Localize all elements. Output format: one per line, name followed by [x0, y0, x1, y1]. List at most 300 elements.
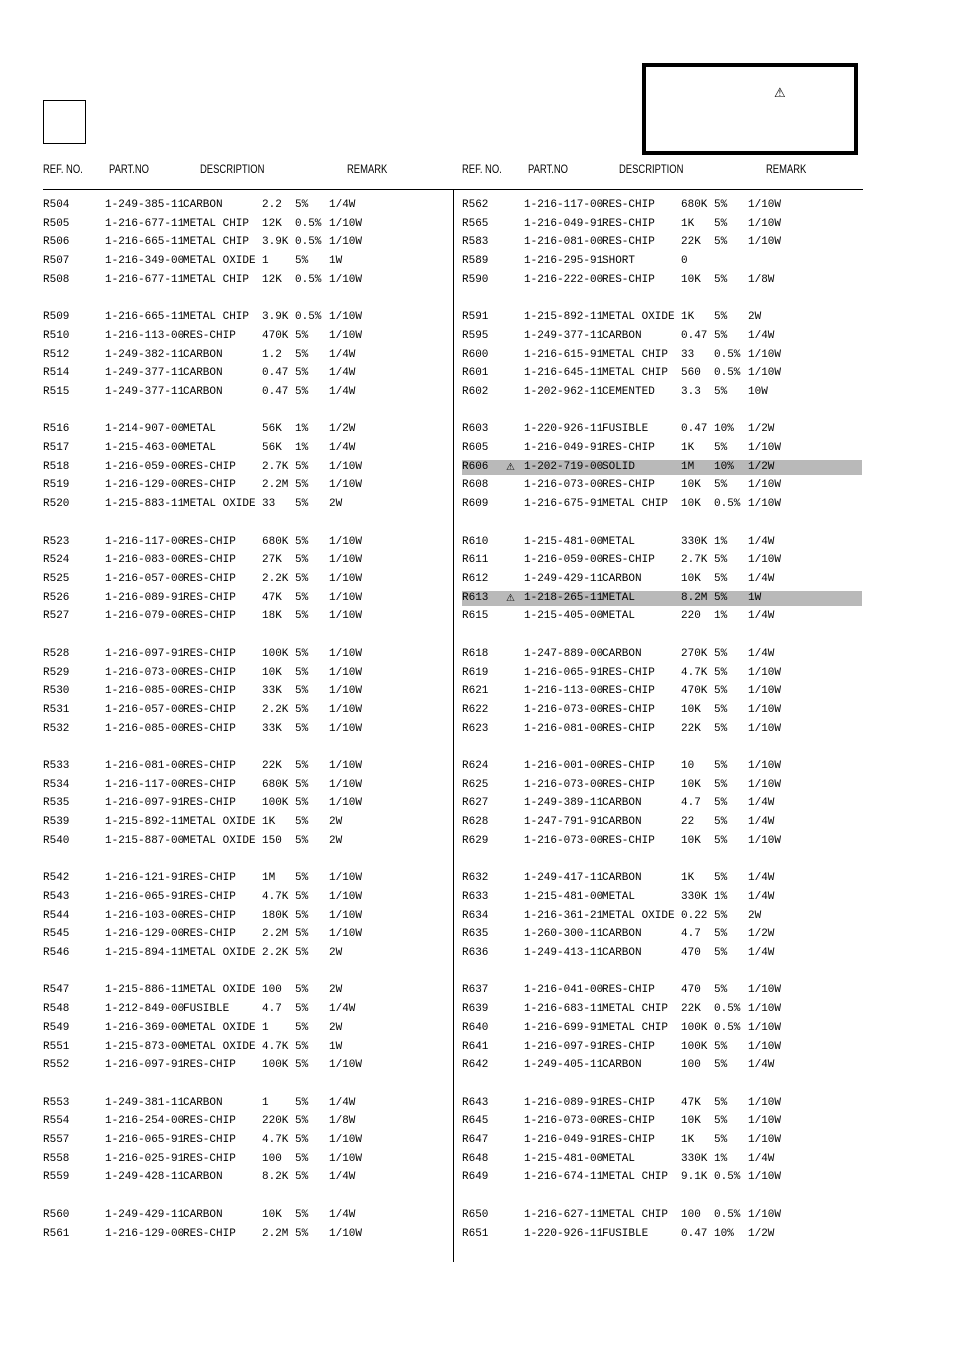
value: 100K — [262, 797, 289, 809]
rating: 1/2W — [748, 1228, 775, 1240]
rating: 1/4W — [329, 367, 356, 379]
tolerance: 5% — [714, 984, 728, 996]
table-row — [43, 217, 423, 232]
rating: 1W — [329, 255, 343, 267]
description: CARBON — [183, 386, 223, 398]
value: 22K — [681, 723, 701, 735]
ref-no: R610 — [462, 536, 489, 548]
table-row — [43, 983, 423, 998]
rating: 1/10W — [329, 610, 363, 622]
part-no: 1-216-674-11 — [524, 1171, 604, 1183]
part-no: 1-216-117-00 — [105, 779, 185, 791]
part-no: 1-216-665-11 — [105, 236, 185, 248]
part-no: 1-249-382-11 — [105, 349, 185, 361]
value: 56K — [262, 442, 282, 454]
tolerance: 5% — [714, 648, 728, 660]
description: METAL — [183, 442, 217, 454]
ref-no: R518 — [43, 461, 70, 473]
tolerance: 5% — [295, 1003, 309, 1015]
part-no: 1-216-222-00 — [524, 274, 604, 286]
description: CARBON — [183, 1209, 223, 1221]
rating: 1/10W — [329, 1228, 363, 1240]
part-no: 1-216-081-00 — [524, 236, 604, 248]
ref-no: R636 — [462, 947, 489, 959]
description: METAL CHIP — [602, 1171, 669, 1183]
part-no: 1-216-097-91 — [105, 648, 185, 660]
description: METAL OXIDE — [183, 1022, 256, 1034]
description: RES-CHIP — [183, 910, 236, 922]
table-row — [462, 927, 862, 942]
part-no: 1-247-889-00 — [524, 648, 604, 660]
tolerance: 5% — [714, 554, 728, 566]
safety-mark-icon: ⚠ — [506, 462, 515, 473]
description: CARBON — [183, 367, 223, 379]
ref-no: R509 — [43, 311, 70, 323]
part-no: 1-249-429-11 — [524, 573, 604, 585]
tolerance: 5% — [295, 199, 309, 211]
ref-no: R546 — [43, 947, 70, 959]
rating: 1/10W — [329, 872, 363, 884]
value: 100 — [262, 984, 282, 996]
description: RES-CHIP — [602, 442, 655, 454]
part-no: 1-216-677-11 — [105, 218, 185, 230]
rating: 1/4W — [748, 797, 775, 809]
table-row — [43, 572, 423, 587]
table-row — [462, 703, 862, 718]
header-part-no: PART.NO — [109, 164, 150, 176]
rating: 1/10W — [748, 349, 782, 361]
description: RES-CHIP — [183, 797, 236, 809]
header-ref-no: REF. NO. — [462, 164, 502, 176]
table-row — [43, 1133, 423, 1148]
ref-no: R640 — [462, 1022, 489, 1034]
ref-no: R611 — [462, 554, 489, 566]
description: CARBON — [183, 199, 223, 211]
part-no: 1-216-073-00 — [524, 479, 604, 491]
ref-no: R548 — [43, 1003, 70, 1015]
tolerance: 5% — [714, 274, 728, 286]
part-no: 1-216-059-00 — [105, 461, 185, 473]
tolerance: 5% — [295, 536, 309, 548]
part-no: 1-249-377-11 — [105, 367, 185, 379]
ref-no: R618 — [462, 648, 489, 660]
ref-no: R606 — [462, 461, 489, 473]
description: CARBON — [183, 349, 223, 361]
part-no: 1-249-377-11 — [105, 386, 185, 398]
table-row — [462, 1227, 862, 1242]
description: CARBON — [602, 648, 642, 660]
part-no: 1-215-405-00 — [524, 610, 604, 622]
description: RES-CHIP — [183, 648, 236, 660]
tolerance: 5% — [295, 1209, 309, 1221]
ref-no: R507 — [43, 255, 70, 267]
table-row — [462, 478, 862, 493]
tolerance: 0.5% — [714, 349, 741, 361]
tolerance: 5% — [295, 1153, 309, 1165]
description: METAL — [602, 891, 636, 903]
ref-no: R517 — [43, 442, 70, 454]
tolerance: 5% — [295, 573, 309, 585]
ref-no: R628 — [462, 816, 489, 828]
part-no: 1-216-677-11 — [105, 274, 185, 286]
table-row — [462, 310, 862, 325]
value: 12K — [262, 218, 282, 230]
description: METAL OXIDE — [183, 255, 256, 267]
part-no: 1-216-361-21 — [524, 910, 604, 922]
value: 10K — [681, 779, 701, 791]
part-no: 1-216-129-00 — [105, 928, 185, 940]
tolerance: 0.5% — [714, 1171, 741, 1183]
ref-no: R609 — [462, 498, 489, 510]
description: CEMENTED — [602, 386, 655, 398]
rating: 1/4W — [748, 872, 775, 884]
description: RES-CHIP — [183, 779, 236, 791]
table-row — [462, 778, 862, 793]
value: 100K — [262, 1059, 289, 1071]
rating: 1/4W — [748, 816, 775, 828]
part-no: 1-218-265-11 — [524, 592, 604, 604]
rating: 1/4W — [748, 947, 775, 959]
table-row — [43, 834, 423, 849]
tolerance: 5% — [295, 779, 309, 791]
value: 680K — [262, 536, 289, 548]
ref-no: R508 — [43, 274, 70, 286]
tolerance: 5% — [714, 218, 728, 230]
description: RES-CHIP — [183, 461, 236, 473]
rating: 1/4W — [748, 891, 775, 903]
description: CARBON — [183, 1171, 223, 1183]
tolerance: 5% — [295, 928, 309, 940]
tolerance: 5% — [714, 779, 728, 791]
ref-no: R549 — [43, 1022, 70, 1034]
table-row — [462, 946, 862, 961]
ref-no: R613 — [462, 592, 489, 604]
value: 10K — [681, 498, 701, 510]
ref-no: R545 — [43, 928, 70, 940]
rating: 1/10W — [748, 835, 782, 847]
description: METAL OXIDE — [183, 947, 256, 959]
value: 470 — [681, 984, 701, 996]
value: 330K — [681, 891, 708, 903]
ref-no: R540 — [43, 835, 70, 847]
description: METAL OXIDE — [602, 311, 675, 323]
part-no: 1-216-065-91 — [105, 891, 185, 903]
tolerance: 5% — [295, 367, 309, 379]
part-no: 1-216-083-00 — [105, 554, 185, 566]
description: RES-CHIP — [602, 1097, 655, 1109]
tolerance: 1% — [714, 1153, 728, 1165]
table-row — [462, 684, 862, 699]
rating: 1/10W — [748, 1003, 782, 1015]
value: 220K — [262, 1115, 289, 1127]
part-no: 1-215-463-00 — [105, 442, 185, 454]
tolerance: 5% — [295, 835, 309, 847]
part-no: 1-216-089-91 — [105, 592, 185, 604]
value: 330K — [681, 1153, 708, 1165]
value: 4.7K — [262, 1041, 289, 1053]
description: RES-CHIP — [183, 685, 236, 697]
rating: 10W — [748, 386, 768, 398]
tolerance: 5% — [714, 816, 728, 828]
part-no: 1-202-962-11 — [524, 386, 604, 398]
part-no: 1-249-385-11 — [105, 199, 185, 211]
ref-no: R622 — [462, 704, 489, 716]
tolerance: 5% — [295, 891, 309, 903]
value: 1 — [262, 255, 269, 267]
description: FUSIBLE — [602, 1228, 649, 1240]
description: RES-CHIP — [183, 1115, 236, 1127]
description: RES-CHIP — [602, 723, 655, 735]
part-no: 1-216-049-91 — [524, 1134, 604, 1146]
ref-no: R621 — [462, 685, 489, 697]
rating: 1/10W — [748, 1097, 782, 1109]
value: 2.7K — [681, 554, 708, 566]
table-row — [462, 1114, 862, 1129]
tolerance: 0.5% — [295, 311, 322, 323]
rating: 1/4W — [748, 1059, 775, 1071]
table-row — [43, 366, 423, 381]
tolerance: 1% — [295, 423, 309, 435]
value: 470K — [262, 330, 289, 342]
description: METAL OXIDE — [183, 835, 256, 847]
part-no: 1-216-113-00 — [105, 330, 185, 342]
part-no: 1-215-481-00 — [524, 536, 604, 548]
ref-no: R506 — [43, 236, 70, 248]
part-no: 1-202-719-00 — [524, 461, 604, 473]
description: METAL OXIDE — [183, 1041, 256, 1053]
value: 4.7 — [262, 1003, 282, 1015]
ref-no: R590 — [462, 274, 489, 286]
table-row — [43, 1152, 423, 1167]
ref-no: R627 — [462, 797, 489, 809]
part-no: 1-215-481-00 — [524, 1153, 604, 1165]
rating: 1/2W — [748, 928, 775, 940]
part-no: 1-216-369-00 — [105, 1022, 185, 1034]
table-row — [462, 497, 862, 512]
table-row — [43, 759, 423, 774]
rating: 1/8W — [329, 1115, 356, 1127]
part-no: 1-216-081-00 — [524, 723, 604, 735]
ref-no: R633 — [462, 891, 489, 903]
table-row — [43, 927, 423, 942]
part-no: 1-216-025-91 — [105, 1153, 185, 1165]
tolerance: 5% — [714, 1134, 728, 1146]
rating: 1/10W — [748, 760, 782, 772]
rating: 1/4W — [748, 536, 775, 548]
table-row — [43, 329, 423, 344]
tolerance: 5% — [295, 760, 309, 772]
tolerance: 0.5% — [714, 1209, 741, 1221]
rating: 1/4W — [329, 199, 356, 211]
rating: 1/10W — [329, 236, 363, 248]
value: 4.7 — [681, 797, 701, 809]
ref-no: R539 — [43, 816, 70, 828]
tolerance: 5% — [295, 461, 309, 473]
rating: 1/2W — [748, 461, 775, 473]
part-no: 1-216-065-91 — [524, 667, 604, 679]
ref-no: R632 — [462, 872, 489, 884]
ref-no: R520 — [43, 498, 70, 510]
tolerance: 5% — [714, 1097, 728, 1109]
table-row — [43, 666, 423, 681]
rating: 1/10W — [329, 573, 363, 585]
header-part-no: PART.NO — [528, 164, 569, 176]
ref-no: R648 — [462, 1153, 489, 1165]
value: 2.2M — [262, 928, 289, 940]
description: RES-CHIP — [183, 536, 236, 548]
rating: 1/10W — [748, 1041, 782, 1053]
ref-no: R629 — [462, 835, 489, 847]
table-row — [462, 796, 862, 811]
value: 10K — [681, 274, 701, 286]
header-ref-no: REF. NO. — [43, 164, 83, 176]
tolerance: 5% — [714, 872, 728, 884]
tolerance: 0.5% — [295, 274, 322, 286]
description: METAL CHIP — [602, 1003, 669, 1015]
tolerance: 5% — [714, 311, 728, 323]
description: CARBON — [183, 1097, 223, 1109]
table-row — [462, 890, 862, 905]
description: METAL — [602, 536, 636, 548]
ref-no: R595 — [462, 330, 489, 342]
table-row — [462, 348, 862, 363]
rating: 1/10W — [329, 330, 363, 342]
table-row — [462, 666, 862, 681]
tolerance: 1% — [295, 442, 309, 454]
table-row — [43, 553, 423, 568]
rating: 1/4W — [329, 1097, 356, 1109]
ref-no: R558 — [43, 1153, 70, 1165]
rating: 1/10W — [748, 479, 782, 491]
header-remark: REMARK — [766, 164, 807, 176]
value: 10K — [262, 667, 282, 679]
table-row — [462, 422, 862, 437]
description: METAL CHIP — [183, 274, 250, 286]
tolerance: 0.5% — [714, 367, 741, 379]
tolerance: 5% — [714, 704, 728, 716]
table-row — [43, 478, 423, 493]
table-row — [462, 871, 862, 886]
tolerance: 5% — [295, 255, 309, 267]
description: FUSIBLE — [602, 423, 649, 435]
table-row — [43, 535, 423, 550]
value: 2.2K — [262, 704, 289, 716]
description: SOLID — [602, 461, 636, 473]
tolerance: 1% — [714, 610, 728, 622]
part-no: 1-249-405-11 — [524, 1059, 604, 1071]
description: RES-CHIP — [602, 835, 655, 847]
tolerance: 5% — [295, 685, 309, 697]
rating: 1/10W — [329, 648, 363, 660]
description: METAL CHIP — [602, 498, 669, 510]
description: RES-CHIP — [183, 872, 236, 884]
tolerance: 5% — [714, 928, 728, 940]
value: 680K — [681, 199, 708, 211]
rating: 1/4W — [748, 1153, 775, 1165]
rating: 1/10W — [329, 592, 363, 604]
tolerance: 5% — [714, 1059, 728, 1071]
table-row — [462, 535, 862, 550]
tolerance: 5% — [295, 984, 309, 996]
tolerance: 0.5% — [714, 1022, 741, 1034]
tolerance: 0.5% — [714, 498, 741, 510]
ref-no: R552 — [43, 1059, 70, 1071]
rating: 1/10W — [329, 685, 363, 697]
part-no: 1-216-073-00 — [524, 779, 604, 791]
value: 0.47 — [681, 1228, 708, 1240]
description: RES-CHIP — [602, 984, 655, 996]
rating: 1/10W — [329, 1059, 363, 1071]
table-row — [43, 1227, 423, 1242]
part-no: 1-216-079-00 — [105, 610, 185, 622]
value: 3.9K — [262, 311, 289, 323]
description: CARBON — [602, 1059, 642, 1071]
part-no: 1-216-129-00 — [105, 479, 185, 491]
part-no: 1-216-097-91 — [105, 797, 185, 809]
description: FUSIBLE — [183, 1003, 230, 1015]
value: 10 — [681, 760, 695, 772]
table-row — [462, 1002, 862, 1017]
rating: 1/10W — [748, 367, 782, 379]
value: 8.2M — [681, 592, 708, 604]
description: RES-CHIP — [183, 592, 236, 604]
rating: 2W — [748, 311, 762, 323]
tolerance: 5% — [295, 1041, 309, 1053]
rating: 2W — [329, 816, 343, 828]
tolerance: 5% — [714, 667, 728, 679]
table-row — [462, 254, 862, 269]
ref-no: R524 — [43, 554, 70, 566]
table-row — [43, 1096, 423, 1111]
rating: 1/10W — [748, 1171, 782, 1183]
ref-no: R535 — [43, 797, 70, 809]
rating: 1/10W — [329, 797, 363, 809]
table-row — [43, 1208, 423, 1223]
ref-no: R531 — [43, 704, 70, 716]
tolerance: 5% — [714, 236, 728, 248]
value: 10K — [262, 1209, 282, 1221]
description: RES-CHIP — [183, 760, 236, 772]
table-row — [462, 609, 862, 624]
description: METAL CHIP — [183, 218, 250, 230]
value: 680K — [262, 779, 289, 791]
rating: 1/10W — [748, 1115, 782, 1127]
tolerance: 5% — [295, 330, 309, 342]
value: 270K — [681, 648, 708, 660]
value: 2.2 — [262, 199, 282, 211]
ref-no: R591 — [462, 311, 489, 323]
ref-no: R615 — [462, 610, 489, 622]
value: 220 — [681, 610, 701, 622]
ref-no: R619 — [462, 667, 489, 679]
warning-triangle-icon: ⚠ — [774, 86, 786, 101]
rating: 2W — [329, 1022, 343, 1034]
ref-no: R525 — [43, 573, 70, 585]
tolerance: 5% — [295, 479, 309, 491]
part-no: 1-216-103-00 — [105, 910, 185, 922]
tolerance: 5% — [714, 760, 728, 772]
ref-no: R641 — [462, 1041, 489, 1053]
table-row — [43, 422, 423, 437]
rating: 1/10W — [329, 1153, 363, 1165]
ref-no: R504 — [43, 199, 70, 211]
table-row — [43, 1114, 423, 1129]
tolerance: 10% — [714, 1228, 734, 1240]
ref-no: R625 — [462, 779, 489, 791]
page-number-box — [43, 100, 86, 144]
tolerance: 5% — [295, 704, 309, 716]
tolerance: 10% — [714, 423, 734, 435]
